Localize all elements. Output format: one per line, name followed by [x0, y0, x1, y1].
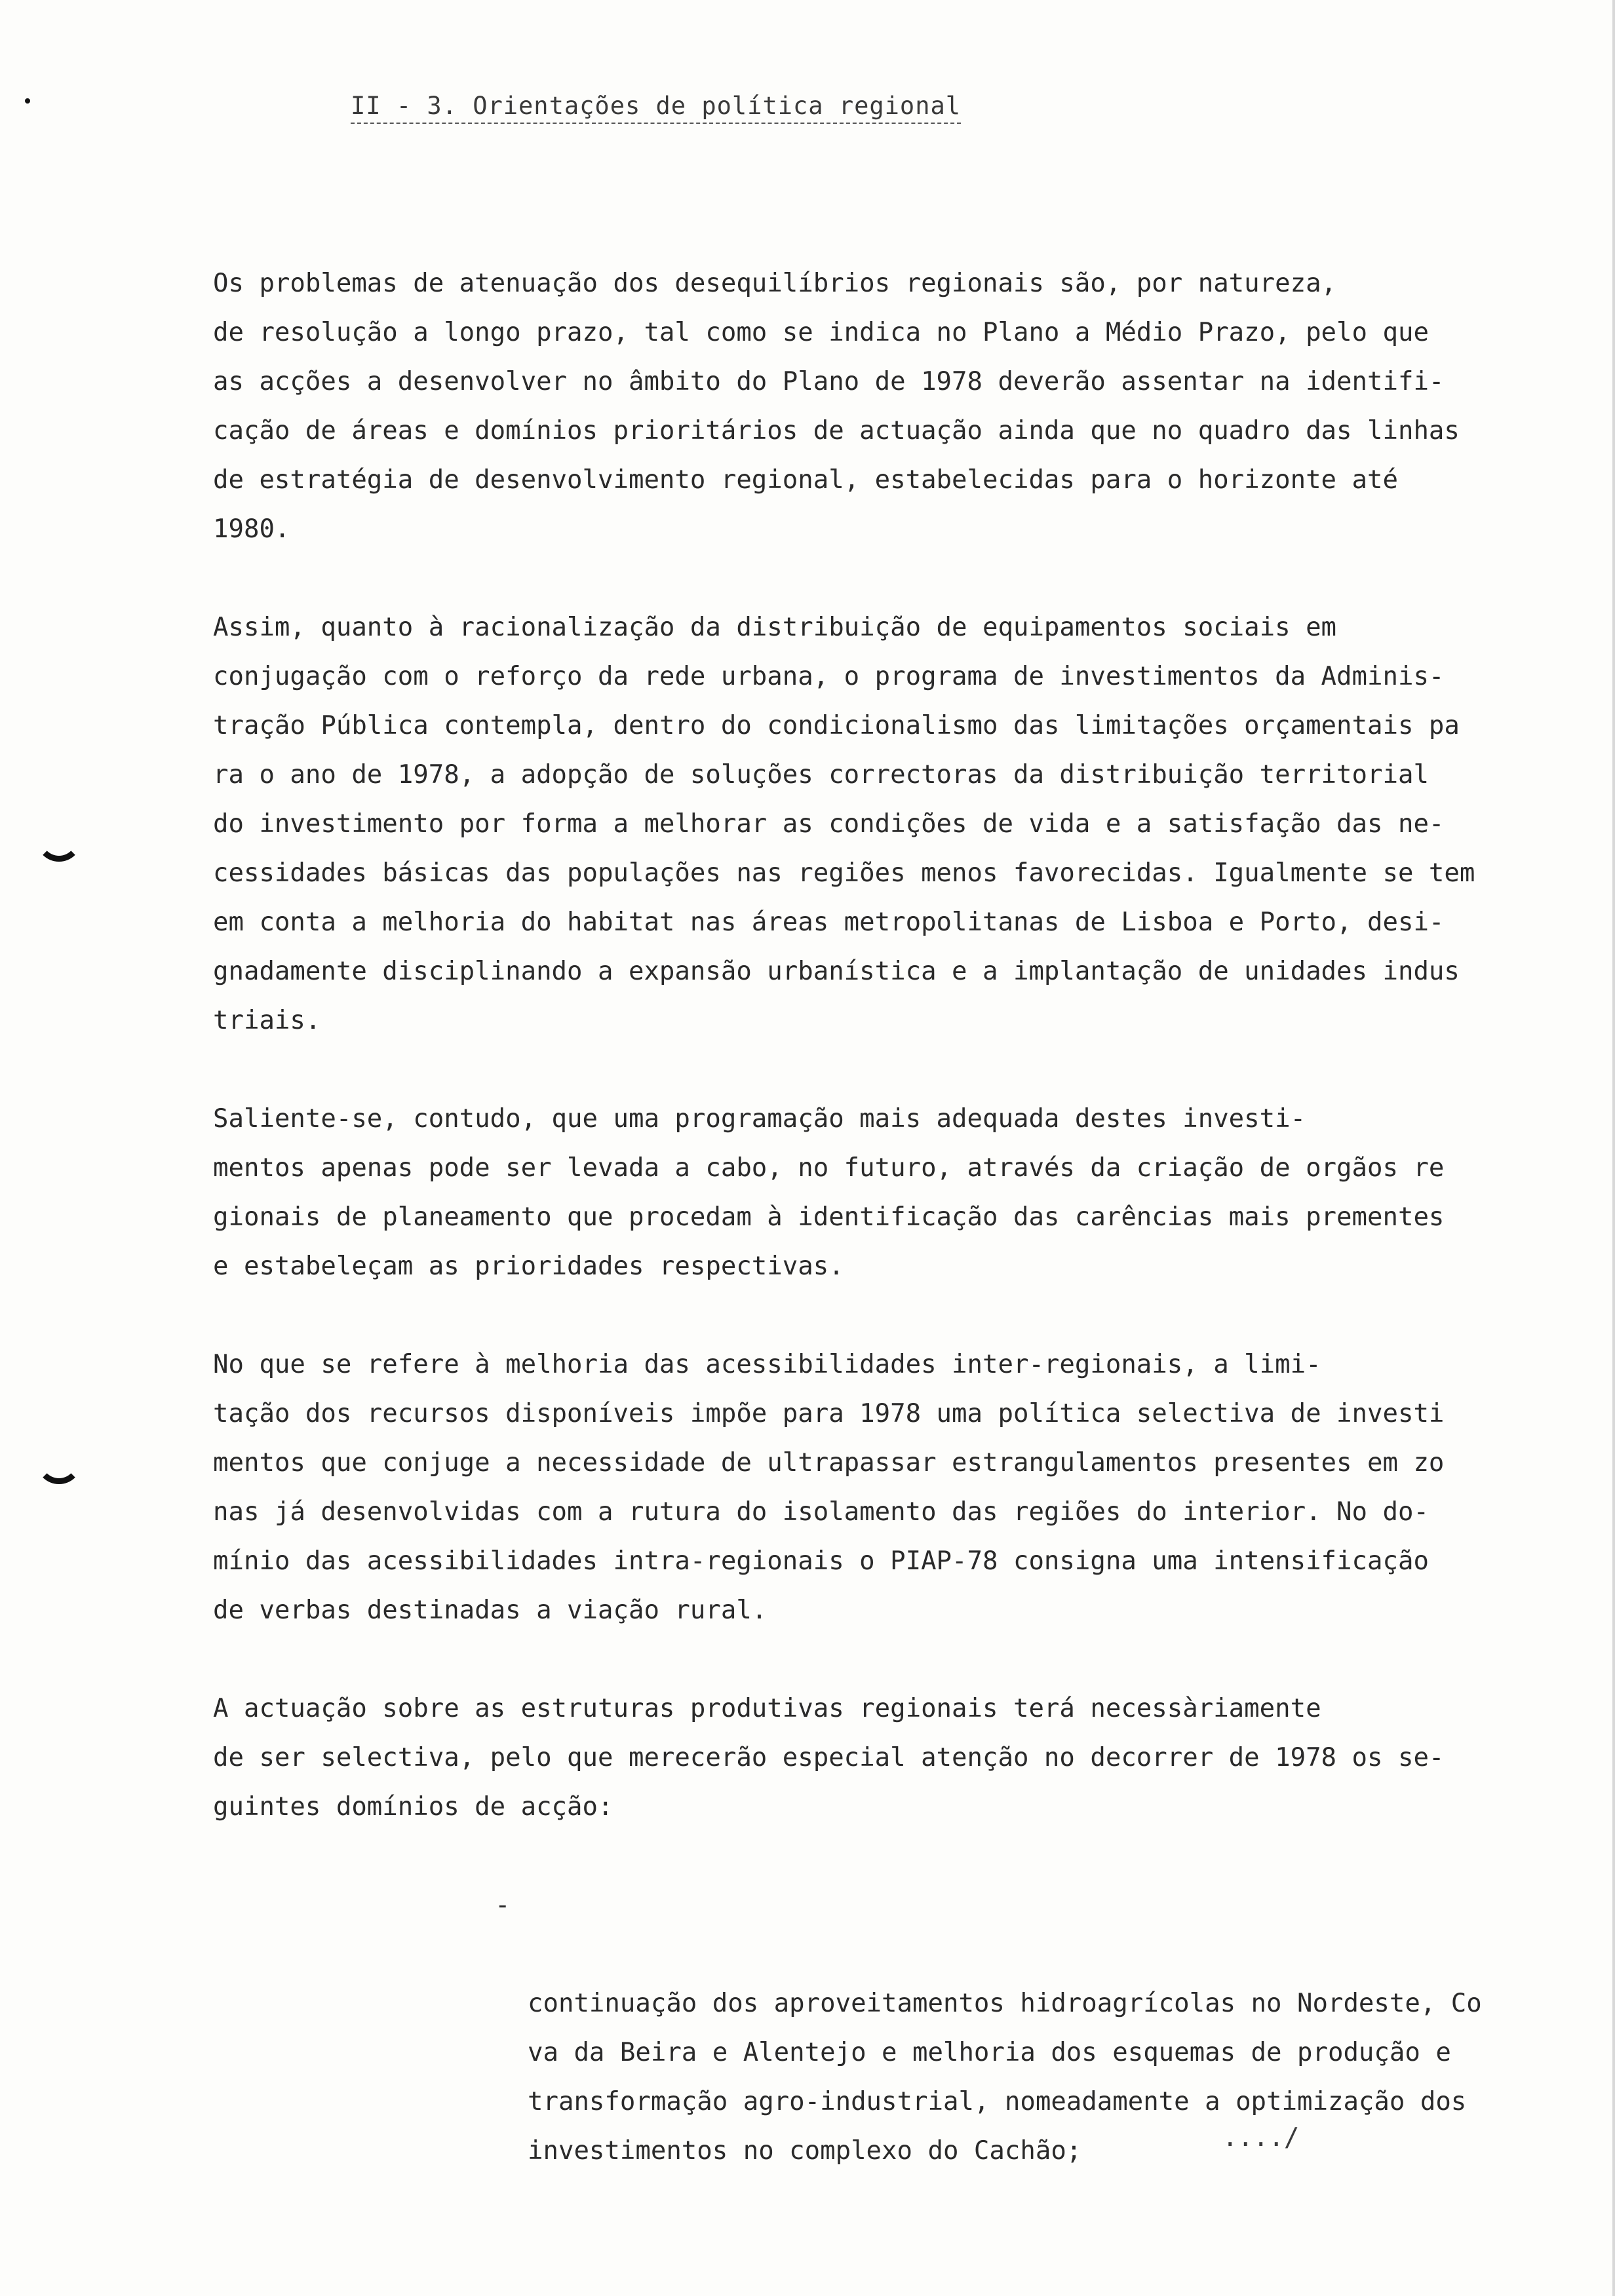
paragraph-2: Assim, quanto à racionalização da distribuição de equipamentos sociais em conjugação com o reforço da rede urbana, o programa de investimentos da Adminis- tração Pública contempla, dentro do condicionalismo das limitações orçamentais pa ra o ano de 1978, a adopção de soluções correctoras da distribuição territorial do investimento por forma a melhorar as condições de vida e a satisfação das ne- cessidades básicas das populações nas regiões menos favorecidas. Igualmente se tem em conta a melhoria do habitat nas áreas metropolitanas de Lisboa e Porto, desi- gnadamente disciplinando a expansão urbanística e a implantação de unidades indus triais. — [213, 613, 1475, 1035]
section-heading: II - 3. Orientações de política regional — [351, 92, 961, 124]
paragraph-1: Os problemas de atenuação dos desequilíbrios regionais são, por natureza, de resolução a longo prazo, tal como se indica no Plano a Médio Prazo, pelo que as acções a desenvolver no âmbito do Plano de 1978 deverão assentar na identifi- cação de áreas e domínios prioritários de actuação ainda que no quadro das linhas de estratégia de desenvolvimento regional, estabelecidas para o horizonte até 1980. — [213, 269, 1460, 544]
action-domains-list — [495, 1881, 1576, 2175]
binder-hole-bottom — [36, 1438, 82, 1484]
list-item — [495, 1881, 1576, 2175]
paragraph-3: Saliente-se, contudo, que uma programação mais adequada destes investi- mentos apenas pode ser levada a cabo, no futuro, através da criação de orgãos re gionais de planeamento que procedam à identificação das carências mais prementes e estabeleçam as prioridades respectivas. — [213, 1104, 1445, 1281]
continuation-mark: ..../ — [1222, 2123, 1300, 2152]
ink-speck — [25, 98, 30, 104]
paragraph-4: No que se refere à melhoria das acessibilidades inter-regionais, a limi- tação dos recursos disponíveis impõe para 1978 uma política selectiva de investi mentos que conjuge a necessidade de ultrapassar estrangulamentos presentes em zo nas já desenvolvidas com a rutura do isolamento das regiões do interior. No do- mínio das acessibilidades intra-regionais o PIAP-78 consigna uma intensificação de verbas destinadas a viação rural. — [213, 1350, 1445, 1625]
page-edge — [1612, 0, 1615, 2296]
binder-hole-top — [36, 816, 82, 862]
paragraph-5: A actuação sobre as estruturas produtivas regionais terá necessàriamente de ser selectiva, pelo que merecerão especial atenção no decorrer de 1978 os se- guintes domínios de acção: — [213, 1694, 1445, 1822]
list-item-text: continuação dos aproveitamentos hidroagrícolas no Nordeste, Co va da Beira e Alentejo e melhoria dos esquemas de produção e transformação agro-industrial, nomeadamente a optimização dos investimentos no complexo do Cachão; — [528, 1989, 1482, 2166]
document-body — [213, 259, 1576, 2175]
list-bullet: - — [495, 1890, 511, 1920]
